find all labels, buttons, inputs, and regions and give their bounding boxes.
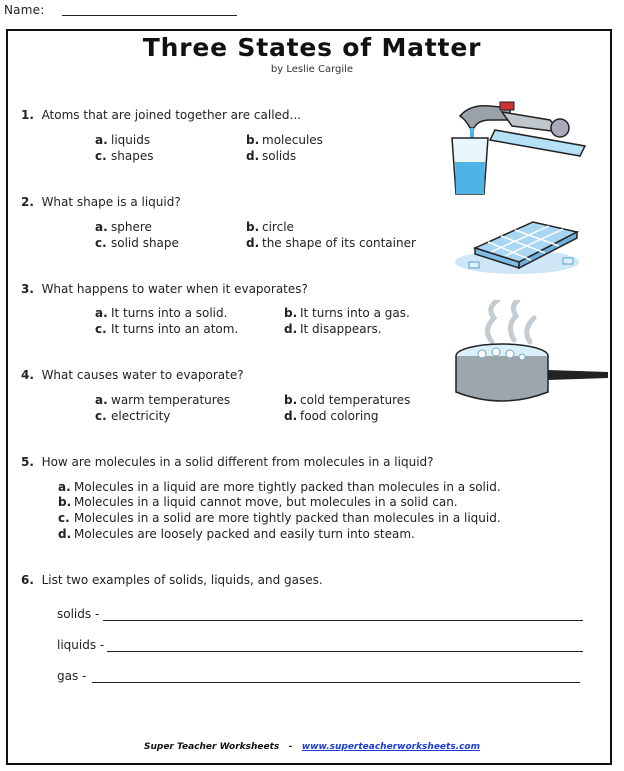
question-text: How are molecules in a solid different from molecules in a liquid? (41, 455, 434, 469)
question-text: Atoms that are joined together are called... (41, 108, 301, 122)
option-3c[interactable]: c. It turns into an atom. (95, 322, 239, 336)
boiling-pot-icon (452, 300, 612, 412)
question-number: 1. (21, 108, 34, 122)
question-number: 2. (21, 195, 34, 209)
option-4b[interactable]: b. cold temperatures (284, 393, 411, 407)
name-label: Name: (4, 3, 45, 17)
option-5d[interactable]: d. Molecules are loosely packed and easily turn into steam. (58, 527, 415, 541)
blank-solids-field[interactable] (103, 619, 583, 621)
blank-label-solids: solids - (57, 607, 100, 621)
page-title: Three States of Matter (142, 33, 482, 62)
footer-separator: - (288, 742, 293, 752)
option-4c[interactable]: c. electricity (95, 409, 171, 423)
question-3 (21, 282, 308, 296)
name-field[interactable] (62, 15, 237, 16)
question-4 (21, 368, 244, 382)
option-4d[interactable]: d. food coloring (284, 409, 379, 423)
option-2a[interactable]: a. sphere (95, 220, 152, 234)
footer-brand: Super Teacher Worksheets (144, 742, 280, 752)
option-3b[interactable]: b. It turns into a gas. (284, 306, 410, 320)
option-5b[interactable]: b. Molecules in a liquid cannot move, but molecules in a solid can. (58, 495, 458, 509)
question-1 (21, 108, 301, 122)
option-5c[interactable]: c. Molecules in a solid are more tightly packed than molecules in a liquid. (58, 511, 501, 525)
option-3d[interactable]: d. It disappears. (284, 322, 382, 336)
question-2 (21, 195, 181, 209)
footer-link[interactable]: www.superteacherworksheets.com (301, 742, 480, 752)
option-1a[interactable]: a. liquids (95, 133, 151, 147)
blank-gas-field[interactable] (92, 681, 580, 683)
blank-label-liquids: liquids - (57, 638, 105, 652)
option-1b[interactable]: b. molecules (246, 133, 323, 147)
question-number: 3. (21, 282, 34, 296)
option-5a[interactable]: a. Molecules in a liquid are more tightly packed than molecules in a solid. (58, 480, 501, 494)
question-5 (21, 455, 434, 469)
question-number: 5. (21, 455, 34, 469)
question-6 (21, 573, 323, 587)
blank-label-gas: gas - (57, 669, 87, 683)
ice-tray-icon (455, 218, 585, 278)
faucet-glass-icon (440, 98, 590, 198)
question-text: List two examples of solids, liquids, and gases. (41, 573, 323, 587)
option-4a[interactable]: a. warm temperatures (95, 393, 231, 407)
option-2d[interactable]: d. the shape of its container (246, 236, 416, 250)
question-text: What causes water to evaporate? (41, 368, 244, 382)
byline: by Leslie Cargile (270, 64, 354, 75)
question-text: What happens to water when it evaporates? (41, 282, 308, 296)
option-2b[interactable]: b. circle (246, 220, 294, 234)
option-1c[interactable]: c. shapes (95, 149, 154, 163)
question-number: 4. (21, 368, 34, 382)
option-2c[interactable]: c. solid shape (95, 236, 179, 250)
option-3a[interactable]: a. It turns into a solid. (95, 306, 228, 320)
option-1d[interactable]: d. solids (246, 149, 297, 163)
question-text: What shape is a liquid? (41, 195, 181, 209)
blank-liquids-field[interactable] (107, 650, 583, 652)
footer (0, 742, 624, 752)
question-number: 6. (21, 573, 34, 587)
